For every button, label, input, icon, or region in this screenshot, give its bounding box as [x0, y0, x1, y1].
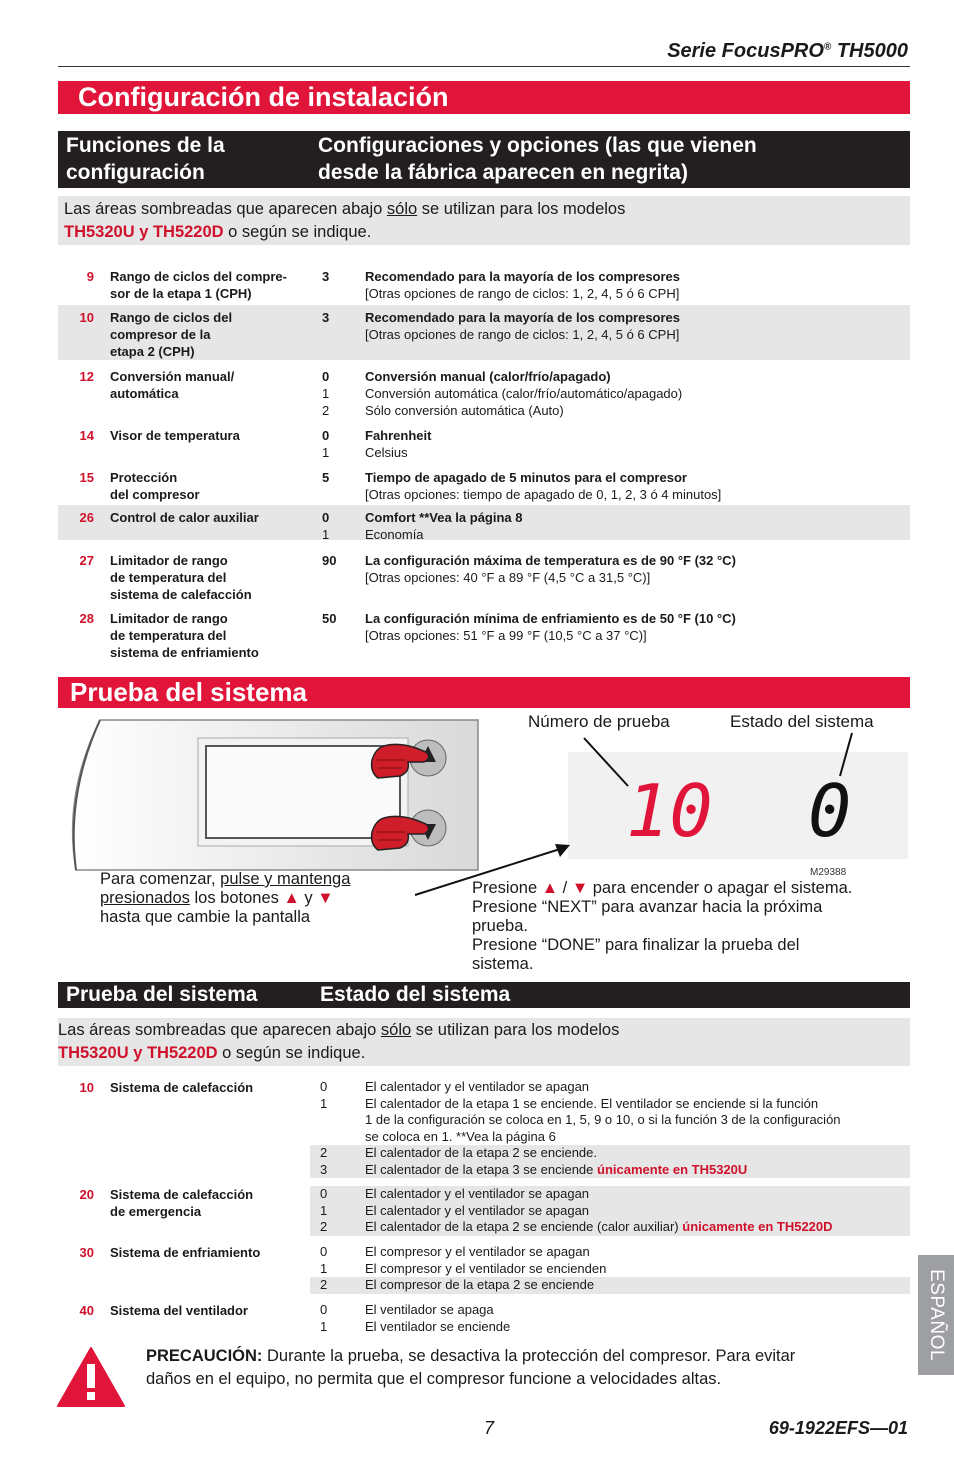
config-value: 3: [322, 269, 330, 284]
status-code: 1: [320, 1202, 328, 1218]
series-title: Serie FocusPRO® TH5000: [667, 40, 908, 62]
status-line: [310, 1112, 910, 1129]
config-row: [58, 505, 910, 540]
section-title-test: Prueba del sistema: [58, 677, 910, 708]
status-line: [310, 1079, 910, 1096]
status-number: 10: [79, 1080, 94, 1095]
status-description: 1 de la configuración se coloca en 1, 5, 9 o 10, o si la función 3 de la configuración: [365, 1112, 841, 1127]
config-number: 12: [79, 369, 94, 384]
status-line: [310, 1319, 910, 1336]
config-options: La configuración mínima de enfriamiento es de 50 °F (10 °C) [Otras opciones: 51 °F a 99 °F (10,5 °C a 37 °C)]: [365, 611, 736, 643]
column-header-config: [58, 131, 910, 188]
left-caption: Para comenzar, pulse y mantenga presionados los botones ▲ y ▼ hasta que cambie la pantalla: [100, 870, 351, 926]
status-description: El ventilador se enciende: [365, 1318, 511, 1334]
status-code: 0: [320, 1302, 328, 1317]
status-code: 0: [320, 1079, 328, 1094]
warning-triangle-icon: [56, 1346, 126, 1408]
config-number: 9: [86, 269, 94, 284]
up-triangle-icon: ▲: [283, 889, 300, 907]
config-row: [58, 305, 910, 360]
config-number: 14: [79, 428, 94, 443]
config-options: Recomendado para la mayoría de los compresores [Otras opciones de rango de ciclos: 1, 2, 4, 5 ó 6 CPH]: [365, 269, 681, 301]
status-code: 1: [320, 1260, 328, 1276]
config-function: Rango de ciclos del compresor de la etapa 2 (CPH): [110, 310, 233, 359]
page-number: 7: [484, 1418, 495, 1438]
status-line: [310, 1261, 910, 1278]
status-description: El ventilador se apaga: [365, 1302, 494, 1317]
status-description: se coloca en 1. **Vea la página 6: [365, 1128, 556, 1144]
config-function: Visor de temperatura: [110, 428, 240, 443]
status-description: El compresor y el ventilador se encienden: [365, 1260, 607, 1276]
config-value: 3: [322, 310, 330, 325]
config-row: [58, 264, 910, 304]
config-value: 0 1: [322, 510, 330, 542]
status-line: [310, 1244, 910, 1261]
model-only-note: únicamente en TH5220D: [682, 1219, 833, 1234]
col-header-state: Estado del sistema: [320, 983, 511, 1006]
status-code: 0: [320, 1186, 328, 1201]
status-description: El calentador de la etapa 1 se enciende. El ventilador se enciende si la función: [365, 1095, 819, 1111]
config-value: 0 1 2: [322, 369, 330, 418]
col-header-test: Prueba del sistema: [66, 983, 258, 1006]
status-line: [310, 1186, 910, 1203]
language-tab: ESPAÑOL: [918, 1255, 954, 1375]
status-description: El calentador y el ventilador se apagan: [365, 1202, 590, 1218]
status-description: El calentador de la etapa 2 se enciende (calor auxiliar) únicamente en TH5220D: [365, 1219, 833, 1234]
status-description: El compresor y el ventilador se apagan: [365, 1244, 590, 1259]
status-code: 2: [320, 1145, 328, 1160]
config-function: Rango de ciclos del compre- sor de la etapa 1 (CPH): [110, 269, 287, 301]
status-number: 20: [79, 1187, 94, 1202]
config-row: [58, 364, 910, 422]
document-id: 69-1922EFS—01: [768, 1418, 908, 1438]
config-number: 27: [79, 553, 94, 568]
col-header-options-1: Configuraciones y opciones (las que vienen: [318, 134, 757, 157]
config-value: 0 1: [322, 428, 330, 460]
config-number: 10: [79, 310, 94, 325]
up-triangle-icon: ▲: [541, 879, 559, 897]
status-row: [58, 1244, 910, 1300]
status-function: Sistema de enfriamiento: [110, 1245, 261, 1260]
config-options: Comfort **Vea la página 8 Economía: [365, 510, 523, 542]
config-function: Limitador de rango de temperatura del sistema de enfriamiento: [110, 611, 259, 660]
config-function: Control de calor auxiliar: [110, 510, 259, 525]
status-line: [310, 1302, 910, 1319]
status-code: 1: [320, 1095, 328, 1111]
status-number: 40: [79, 1303, 94, 1318]
lcd-display: [560, 728, 910, 878]
status-row: [58, 1302, 910, 1341]
config-number: 28: [79, 611, 94, 626]
status-description: El compresor de la etapa 2 se enciende: [365, 1277, 595, 1292]
header-rule: [58, 66, 910, 67]
status-code: 3: [320, 1161, 328, 1177]
status-number: 30: [79, 1245, 94, 1260]
config-row: [58, 548, 910, 605]
down-triangle-icon: ▼: [317, 889, 334, 907]
status-line: [310, 1219, 910, 1236]
status-code: 2: [320, 1219, 328, 1234]
status-function: Sistema de calefacción de emergencia: [110, 1187, 254, 1219]
figure-id: M29388: [810, 867, 847, 878]
lcd-state-value: 0: [808, 769, 852, 853]
status-description: El calentador y el ventilador se apagan: [365, 1079, 590, 1094]
label-system-state: Estado del sistema: [730, 712, 874, 731]
lcd-test-number: 10: [626, 769, 713, 853]
status-line: [310, 1162, 910, 1179]
status-code: 0: [320, 1244, 328, 1259]
config-function: Conversión manual/ automática: [110, 369, 235, 401]
status-line: [310, 1129, 910, 1146]
config-value: 90: [322, 553, 337, 568]
col-header-options-2: desde la fábrica aparecen en negrita): [318, 161, 688, 184]
model-only-note: únicamente en TH5320U: [597, 1161, 748, 1177]
config-options: La configuración máxima de temperatura es de 90 °F (32 °C) [Otras opciones: 40 °F a 89 °F (4,5 °C a 31,5 °C)]: [365, 553, 736, 585]
models-note-status: Las áreas sombreadas que aparecen abajo sólo se utilizan para los modelos TH5320U y TH5220D o según se indique.: [58, 1018, 910, 1066]
col-header-functions-2: configuración: [66, 161, 205, 184]
status-code: 2: [320, 1277, 328, 1292]
caution-text: PRECAUCIÓN: Durante la prueba, se desactiva la protección del compresor. Para evitar daños en el equipo, no permita que el compresor funcione a velocidades altas.: [146, 1347, 796, 1388]
config-row: [58, 465, 910, 505]
status-description: El calentador y el ventilador se apagan: [365, 1186, 590, 1201]
status-line: [310, 1277, 910, 1294]
column-header-status: [58, 982, 910, 1008]
config-number: 15: [79, 470, 94, 485]
status-code: 1: [320, 1318, 328, 1334]
config-value: 50: [322, 611, 337, 626]
config-options: Recomendado para la mayoría de los compresores [Otras opciones de rango de ciclos: 1, 2, 4, 5 ó 6 CPH]: [365, 310, 681, 342]
config-function: Protección del compresor: [110, 470, 200, 502]
down-triangle-icon: ▼: [571, 879, 589, 897]
config-function: Limitador de rango de temperatura del sistema de calefacción: [110, 553, 252, 602]
config-row: [58, 606, 910, 663]
label-test-number: Número de prueba: [528, 712, 670, 731]
config-options: Fahrenheit Celsius: [365, 428, 432, 460]
status-row: [58, 1079, 910, 1184]
right-caption: Presione ▲ / ▼ para encender o apagar el sistema. Presione “NEXT” para avanzar hacia la próxima prueba. Presione “DONE” para finalizar la prueba del sistema.: [472, 879, 853, 973]
config-options: Conversión manual (calor/frío/apagado) Conversión automática (calor/frío/automático/apagado) Sólo conversión automática (Auto): [365, 369, 683, 418]
status-line: [310, 1145, 910, 1162]
status-function: Sistema de calefacción: [110, 1080, 254, 1095]
status-description: El calentador de la etapa 3 se enciende únicamente en TH5320U: [365, 1161, 748, 1177]
config-options: Tiempo de apagado de 5 minutos para el compresor [Otras opciones: tiempo de apagado de 0, 1, 2, 3 ó 4 minutos]: [365, 470, 722, 502]
status-row: [58, 1186, 910, 1242]
col-header-functions-1: Funciones de la: [66, 134, 225, 157]
config-row: [58, 423, 910, 464]
config-value: 5: [322, 470, 330, 485]
status-description: El calentador de la etapa 2 se enciende.: [365, 1145, 598, 1160]
status-line: [310, 1203, 910, 1220]
config-number: 26: [79, 510, 94, 525]
status-function: Sistema del ventilador: [110, 1303, 248, 1318]
section-title-config: Configuración de instalación: [58, 81, 910, 114]
models-note: Las áreas sombreadas que aparecen abajo sólo se utilizan para los modelos TH5320U y TH5220D o según se indique.: [58, 196, 910, 245]
status-line: [310, 1096, 910, 1113]
